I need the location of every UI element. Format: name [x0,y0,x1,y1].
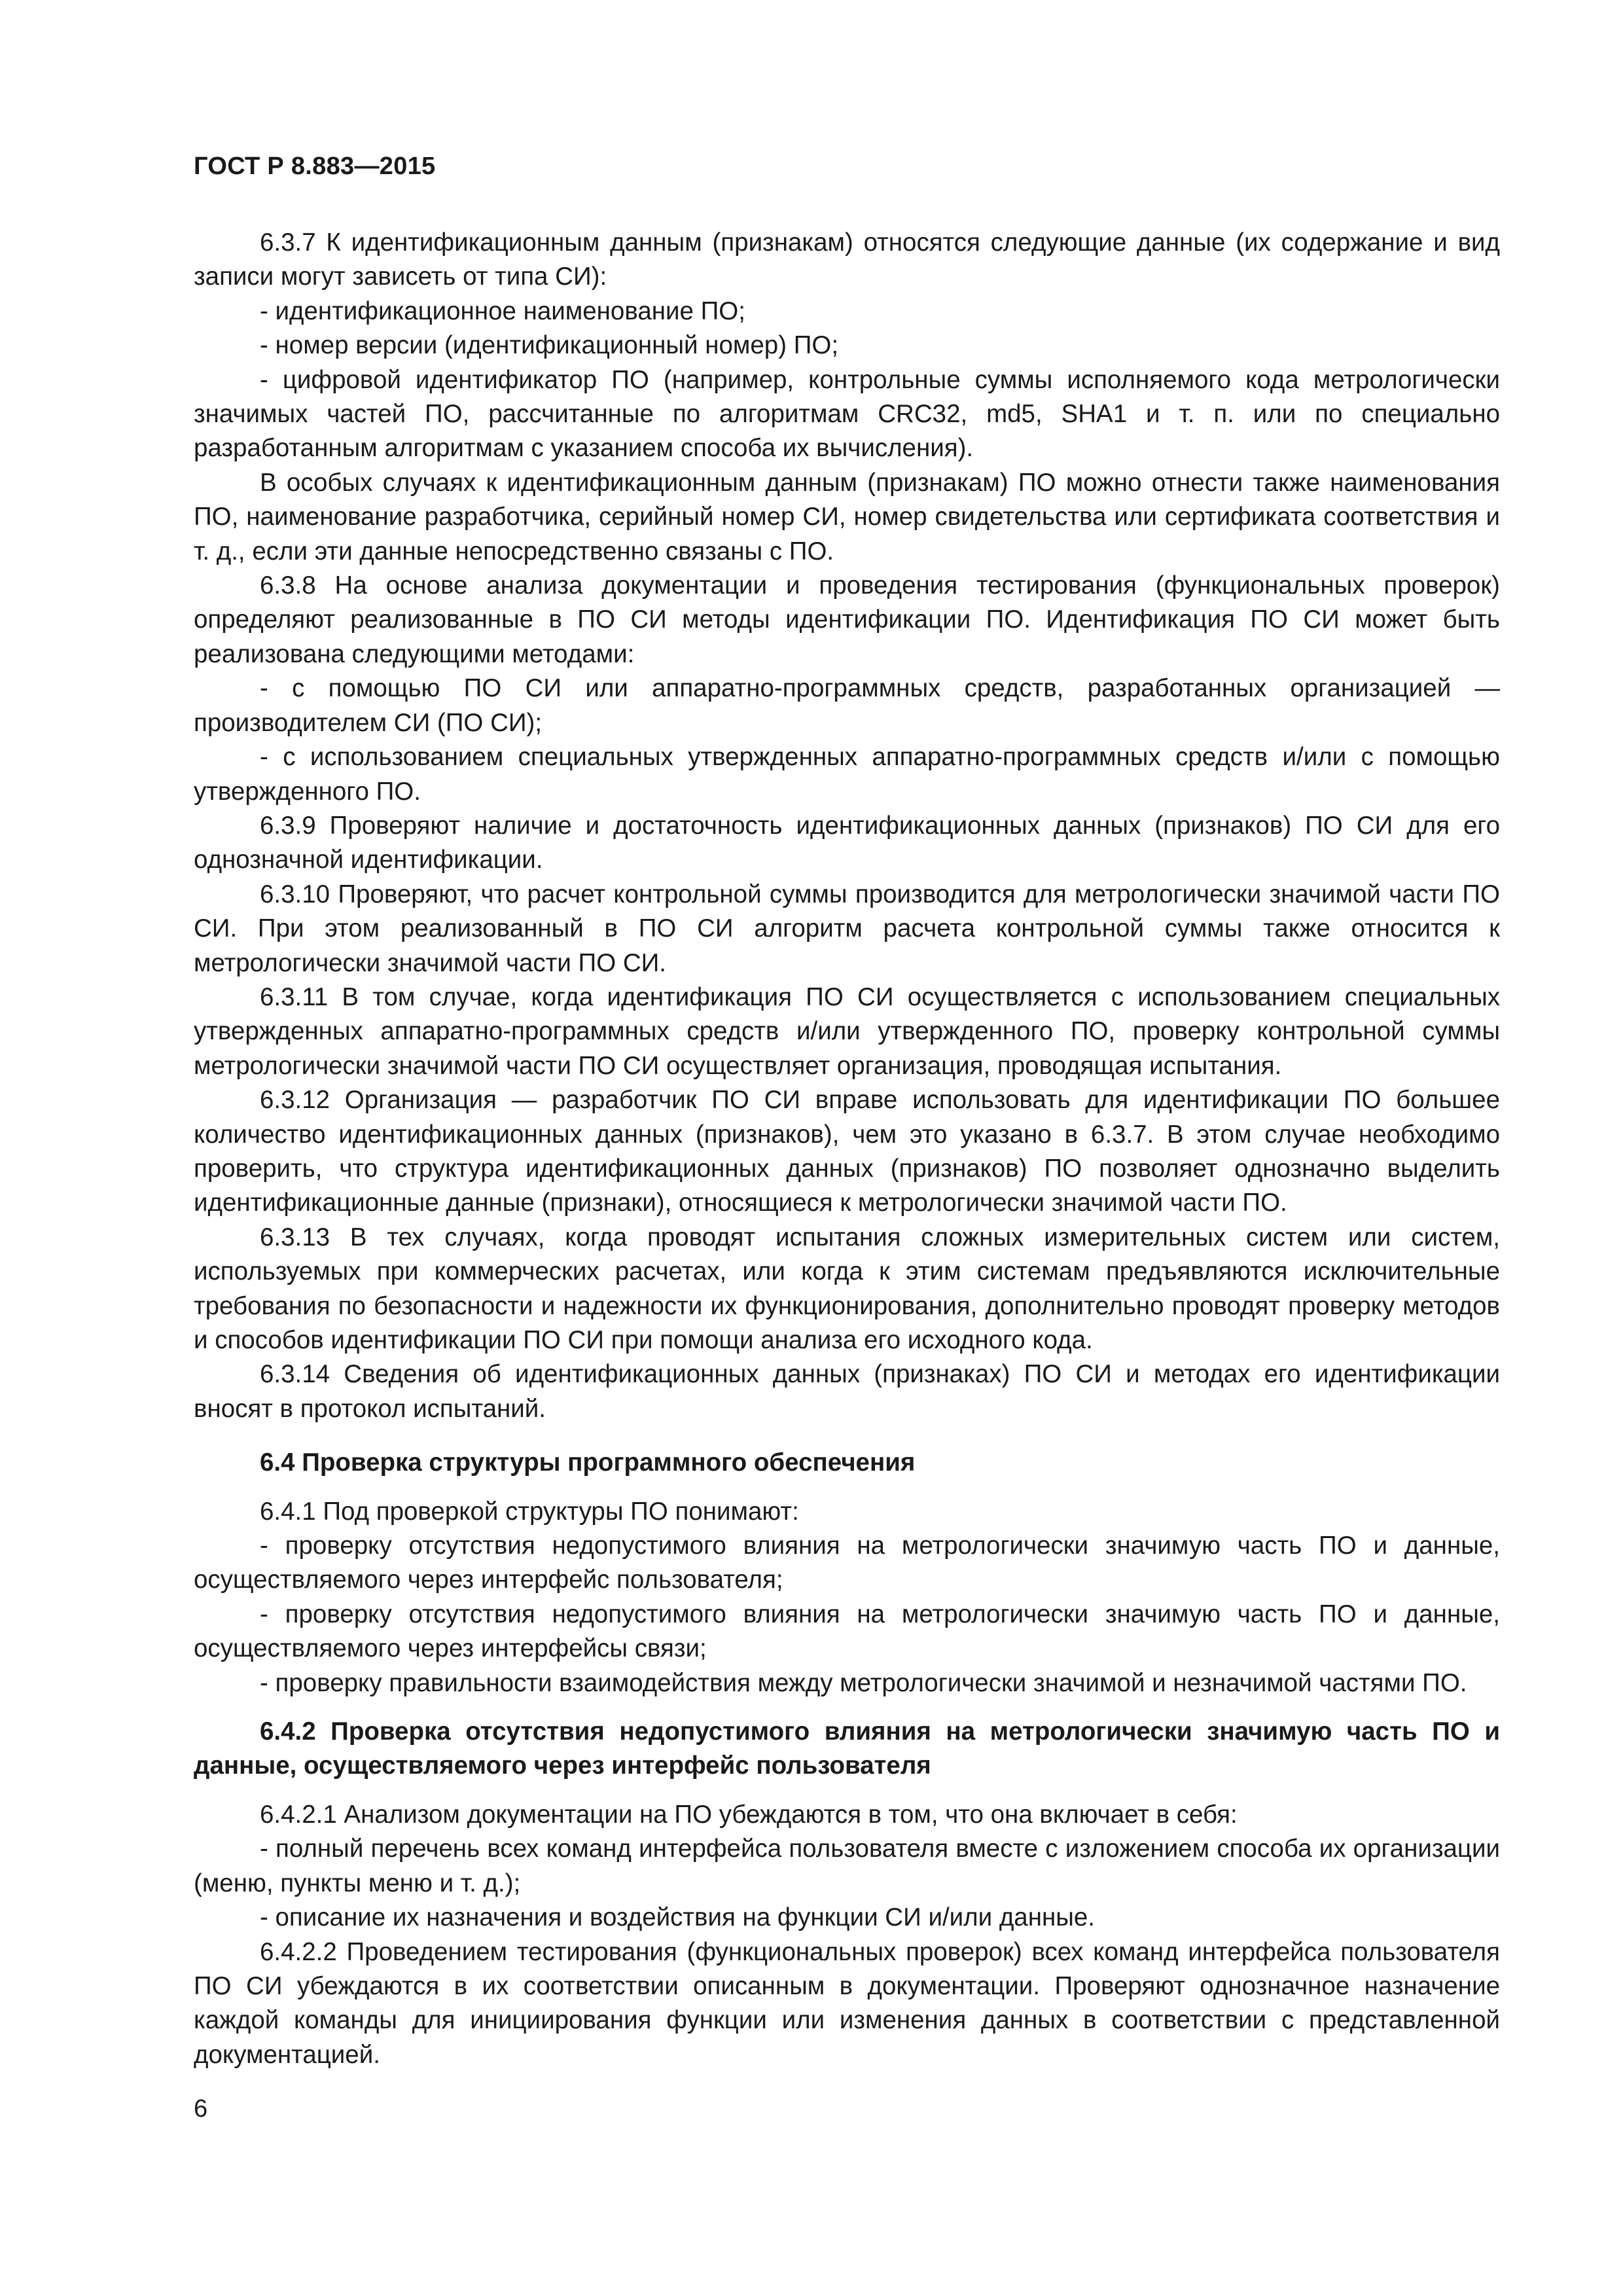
clause-6-3-12: 6.3.12 Организация — разработчик ПО СИ вправе использовать для идентификации ПО большее количество идентификационных данных (признаков), чем это указано в 6.3.7. В этом случае необходимо проверить, что структура идентификационных данных (признаков) ПО позволяет однозначно выделить идентификационные данные (признаки), относящиеся к метрологически значимой части ПО. [194,1086,1500,1217]
clause-6-4-2-1: 6.4.2.1 Анализом документации на ПО убеждаются в том, что она включает в себя: [260,1800,1238,1829]
clause-6-4-1: 6.4.1 Под проверкой структуры ПО понимают: [260,1497,799,1526]
clause-6-3-11: 6.3.11 В том случае, когда идентификация ПО СИ осуществляется с использованием специальных утвержденных аппаратно-программных средств и/или утвержденного ПО, проверку контрольной суммы метрологически значимой части ПО СИ осуществляет организация, проводящая испытания. [194,982,1500,1080]
section-heading-6-4: 6.4 Проверка структуры программного обеспечения [260,1448,916,1477]
list-item: - полный перечень всех команд интерфейса пользователя вместе с изложением способа их организации (меню, пункты меню и т. д.); [194,1835,1500,1897]
clause-6-3-10: 6.3.10 Проверяют, что расчет контрольной суммы производится для метрологически значимой части ПО СИ. При этом реализованный в ПО СИ алгоритм расчета контрольной суммы также относится к метрологически значимой части ПО СИ. [194,880,1500,977]
document-body [194,226,1500,2072]
list-item: - проверку отсутствия недопустимого влияния на метрологически значимую часть ПО и данные, осуществляемого через интерфейс пользователя; [194,1532,1500,1594]
list-item: - описание их назначения и воздействия на функции СИ и/или данные. [260,1903,1096,1932]
list-item: - номер версии (идентификационный номер) ПО; [260,331,839,360]
clause-6-3-7-extra: В особых случаях к идентификационным данным (признакам) ПО можно отнести также наименования ПО, наименование разработчика, серийный номер СИ, номер свидетельства или сертификата соответствия и т. д., если эти данные непосредственно связаны с ПО. [194,468,1500,565]
clause-6-3-14: 6.3.14 Сведения об идентификационных данных (признаках) ПО СИ и методах его идентификации вносят в протокол испытаний. [194,1360,1500,1423]
document-header: ГОСТ Р 8.883—2015 [194,152,436,180]
section-heading-6-4-2: 6.4.2 Проверка отсутствия недопустимого влияния на метрологически значимую часть ПО и данные, осуществляемого через интерфейс пользователя [194,1717,1500,1780]
list-item: - проверку правильности взаимодействия между метрологически значимой и незначимой частями ПО. [260,1668,1467,1697]
clause-6-3-9: 6.3.9 Проверяют наличие и достаточность идентификационных данных (признаков) ПО СИ для его однозначной идентификации. [194,811,1500,874]
clause-6-3-8: 6.3.8 На основе анализа документации и проведения тестирования (функциональных проверок) определяют реализованные в ПО СИ методы идентификации ПО. Идентификация ПО СИ может быть реализована следующими методами: [194,571,1500,668]
clause-6-4-2-2: 6.4.2.2 Проведением тестирования (функциональных проверок) всех команд интерфейса пользователя ПО СИ убеждаются в их соответствии описанным в документации. Проверяют однозначное назначение каждой команды для инициирования функции или изменения данных в соответствии с представленной документацией. [194,1937,1500,2069]
page-number: 6 [194,2095,208,2123]
list-item: - с помощью ПО СИ или аппаратно-программных средств, разработанных организацией — производителем СИ (ПО СИ); [194,674,1500,737]
list-item: - идентификационное наименование ПО; [260,296,745,325]
list-item: - цифровой идентификатор ПО (например, контрольные суммы исполняемого кода метрологически значимых частей ПО, рассчитанные по алгоритмам CRC32, md5, SHA1 и т. п. или по специально разработанным алгоритмам с указанием способа их вычисления). [194,365,1500,463]
list-item: - с использованием специальных утвержденных аппаратно-программных средств и/или с помощью утвержденного ПО. [194,743,1500,806]
list-item: - проверку отсутствия недопустимого влияния на метрологически значимую часть ПО и данные, осуществляемого через интерфейсы связи; [194,1600,1500,1663]
clause-6-3-7: 6.3.7 К идентификационным данным (признакам) относятся следующие данные (их содержание и вид записи могут зависеть от типа СИ): [194,228,1500,291]
clause-6-3-13: 6.3.13 В тех случаях, когда проводят испытания сложных измерительных систем или систем, используемых при коммерческих расчетах, или когда к этим системам предъявляются исключительные требования по безопасности и надежности их функционирования, дополнительно проводят проверку методов и способов идентификации ПО СИ при помощи анализа его исходного кода. [194,1223,1500,1354]
